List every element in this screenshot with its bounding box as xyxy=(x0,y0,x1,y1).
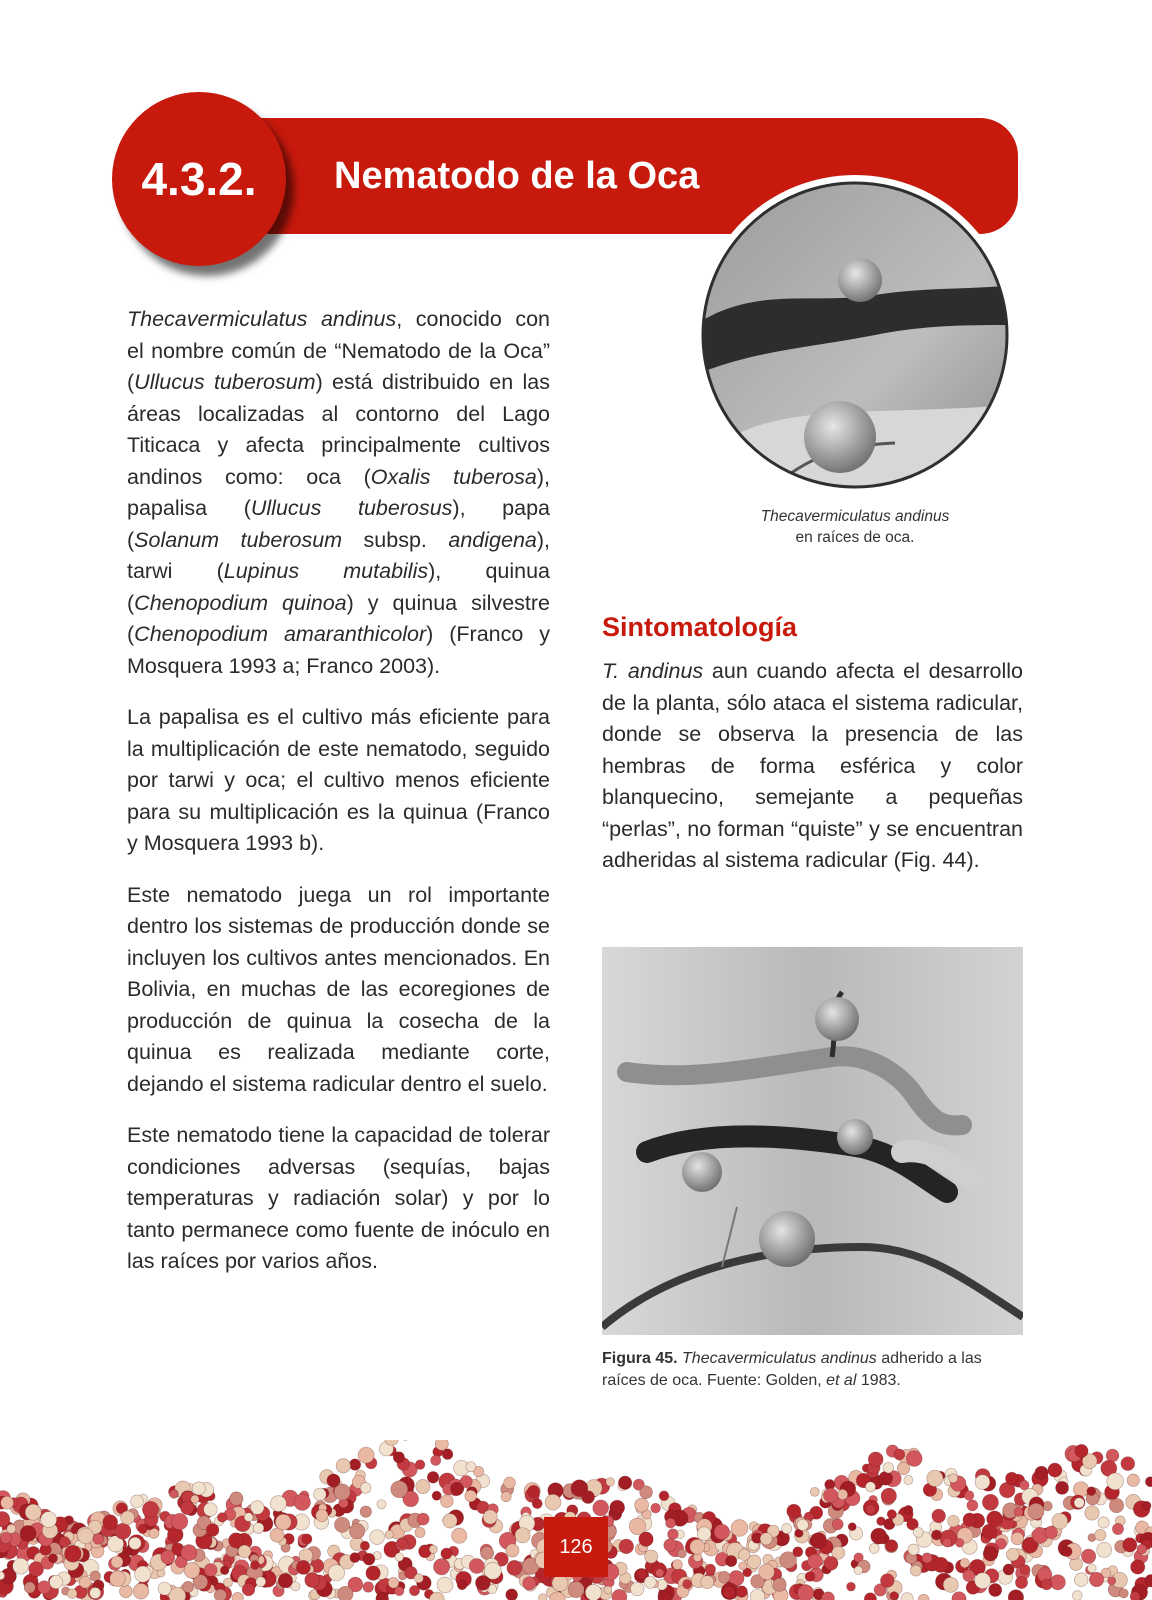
root-photo-circle xyxy=(695,175,1015,495)
left-column-text xyxy=(127,304,550,1278)
italic-term: Lupinus mutabilis xyxy=(223,559,429,583)
text-run: , conocido con el nombre común de “Nematodo de la Oca” ( xyxy=(127,307,550,394)
figure-year: 1983. xyxy=(856,1372,901,1389)
symptom-paragraph xyxy=(602,656,1023,877)
figure-45-image xyxy=(602,947,1023,1335)
text-run: ), quinua ( xyxy=(127,559,551,615)
right-column-text xyxy=(602,656,1023,877)
italic-term: T. andinus xyxy=(602,659,704,683)
figure-text: adherido a las raíces de oca. Fuente: Golden, xyxy=(602,1350,982,1389)
text-run: subsp. xyxy=(342,527,449,552)
text-run: ), papalisa ( xyxy=(127,464,550,520)
photo-caption xyxy=(700,506,1010,548)
page-number: 126 xyxy=(544,1517,608,1577)
italic-term: andigena xyxy=(448,527,537,552)
section-title: Nematodo de la Oca xyxy=(334,155,700,197)
figure-etal: et al xyxy=(826,1372,857,1389)
body-paragraph xyxy=(127,304,550,682)
text-run: ) está distribuido en las áreas localizadas al contorno del Lago Titicaca y afecta principalmente cultivos andinos como: oca ( xyxy=(127,370,551,489)
photo-caption-line1: Thecavermiculatus andinus xyxy=(760,508,950,525)
italic-term: Oxalis tuberosa xyxy=(370,464,537,489)
italic-term: Thecavermiculatus andinus xyxy=(127,307,397,331)
text-run: Este nematodo juega un rol importante dentro los sistemas de producción donde se incluyen los cultivos antes mencionados. En Bolivia, en muchas de las ecoregiones de producción de quinua la cosecha de la quinua es realizada mediante corte, dejando el sistema radicular dentro el suelo. xyxy=(127,882,550,1096)
italic-term: Ullucus tuberosus xyxy=(250,496,453,520)
root-photo-image xyxy=(695,175,1015,495)
italic-term: Solanum tuberosum xyxy=(134,527,343,552)
roots-photo-image xyxy=(602,947,1023,1335)
text-run: ), papa ( xyxy=(127,496,551,552)
text-run: ) (Franco y Mosquera 1993 a; Franco 2003). xyxy=(127,622,550,678)
text-run: La papalisa es el cultivo más eficiente para la multiplicación de este nematodo, seguido por tarwi y oca; el cultivo menos eficiente para su multiplicación es la quinua (Franco y Mosquera 1993 b). xyxy=(127,705,550,855)
figure-45-caption xyxy=(602,1348,1023,1392)
body-paragraph xyxy=(127,1120,550,1278)
italic-term: Chenopodium quinoa xyxy=(134,590,347,615)
text-run: aun cuando afecta el desarrollo de la planta, sólo ataca el sistema radicular, donde se observa la presencia de las hembras de forma esférica y color blanquecino, semejante a pequeñas “perlas”, no forman “quiste” y se encuentran adheridas al sistema radicular (Fig. 44). xyxy=(602,659,1023,872)
text-run: Este nematodo tiene la capacidad de tolerar condiciones adversas (sequías, bajas temperaturas y radiación solar) y por lo tanto permanece como fuente de inóculo en las raíces por varios años. xyxy=(127,1123,550,1273)
figure-label: Figura 45. xyxy=(602,1350,678,1367)
subheading-sintomatologia: Sintomatología xyxy=(602,612,797,642)
body-paragraph xyxy=(127,702,550,860)
italic-term: Chenopodium amaranthicolor xyxy=(134,622,427,646)
italic-term: Ullucus tuberosum xyxy=(134,370,316,394)
section-number-badge: 4.3.2. xyxy=(112,92,286,266)
text-run: ), tarwi ( xyxy=(127,527,550,583)
body-paragraph xyxy=(127,880,550,1101)
photo-caption-line2: en raíces de oca. xyxy=(795,529,915,546)
figure-species: Thecavermiculatus andinus xyxy=(682,1350,877,1367)
text-run: ) y quinua silvestre ( xyxy=(127,590,550,646)
